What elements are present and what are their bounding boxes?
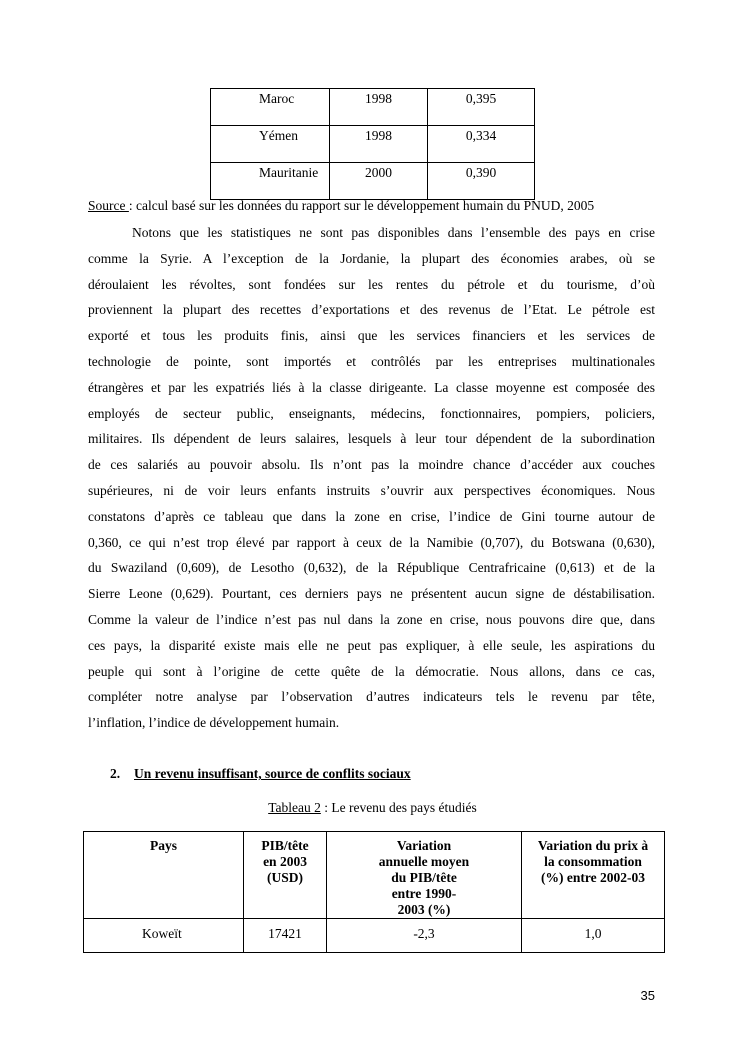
header-pib-line: (USD) [267,870,303,885]
paragraph-line: du Swaziland (0,609), de Lesotho (0,632), de la République Centrafricaine (0,613) et de la [88,560,655,576]
source-label: Source [88,198,129,213]
header-prix-line: la consommation [544,854,642,869]
paragraph-line: déroulaient les révoltes, sont fondées sur les rentes du pétrole et du tourisme, d’où [88,276,655,292]
paragraph-line: étrangères et par les expatriés liés à la classe dirigeante. La classe moyenne est composée des [88,379,655,395]
year-cell: 1998 [330,89,428,126]
prix-cell: 1,0 [522,919,665,953]
header-pib-line: PIB/tête [261,838,309,853]
paragraph-line: ces pays, la disparité existe mais elle ne peut pas expliquer, à elle seule, les aspirations du [88,637,655,653]
source-text: : calcul basé sur les données du rapport sur le développement humain du PNUD, 2005 [128,198,595,213]
paragraph-line: constatons d’après ce tableau que dans la zone en crise, l’indice de Gini tourne autour de [88,508,655,524]
source-note [88,198,594,214]
pib-cell: 17421 [244,919,327,953]
paragraph-line: 0,360, ce qui n’est trop élevé par rapport à ceux de la Namibie (0,707), du Botswana (0,630), [88,534,655,550]
country-cell: Yémen [211,126,330,163]
paragraph-line: militaires. Ils dépendent de leurs salaires, lesquels à leur tour dépendent de la subordination [88,431,655,447]
gini-cell: 0,334 [428,126,535,163]
table-row [211,126,535,163]
header-variation-line: entre 1990- [391,886,457,901]
header-prix [522,832,665,919]
gini-cell: 0,395 [428,89,535,126]
header-pib-line: en 2003 [263,854,307,869]
income-table [83,831,665,953]
section-number: 2. [110,766,121,781]
header-variation-line: du PIB/tête [391,870,457,885]
header-pib [244,832,327,919]
header-prix-line: Variation du prix à [537,838,649,853]
page-number: 35 [640,988,655,1003]
variation-cell: -2,3 [327,919,522,953]
table-row [211,89,535,126]
header-variation-line: 2003 (%) [397,902,451,917]
caption-label: Tableau 2 [268,800,321,815]
country-cell: Mauritanie [211,163,330,200]
gini-cell: 0,390 [428,163,535,200]
header-pays: Pays [84,832,244,919]
paragraph-line: Notons que les statistiques ne sont pas disponibles dans l’ensemble des pays en crise [132,225,655,240]
paragraph-line: exporté et tous les produits finis, ainsi que les services financiers et les services de [88,328,655,344]
section-heading [110,766,411,782]
paragraph-line: comme la Syrie. A l’exception de la Jordanie, la plupart des économies arabes, où se [88,250,655,266]
paragraph-line: peuple qui sont à l’origine de cette quête de la démocratie. Nous allons, dans ce cas, [88,663,655,679]
year-cell: 2000 [330,163,428,200]
body-paragraph [88,220,655,736]
header-prix-line: (%) entre 2002-03 [541,870,645,885]
country-cell: Maroc [211,89,330,126]
paragraph-line: employés de secteur public, enseignants, médecins, fonctionnaires, pompiers, policiers, [88,405,655,421]
paragraph-line: Sierre Leone (0,629). Pourtant, ces derniers pays ne présentent aucun signe de déstabilisation. [88,586,655,602]
paragraph-line: technologie de pointe, sont importés et contrôlés par les entreprises multinationales [88,353,655,369]
paragraph-line: de ces salariés au pouvoir absolu. Ils n’ont pas la moindre chance d’accéder aux couches [88,457,655,473]
table-caption [0,800,745,816]
table-row [84,919,665,953]
year-cell: 1998 [330,126,428,163]
paragraph-line: compléter notre analyse par l’observation d’autres indicateurs tels le revenu par tête, [88,689,655,705]
paragraph-line: l’inflation, l’indice de développement humain. [88,715,340,731]
paragraph-line: Comme la valeur de l’indice n’est pas nul dans la zone en crise, nous pouvons dire que, dans [88,611,655,627]
caption-text: : Le revenu des pays étudiés [320,800,477,815]
section-title: Un revenu insuffisant, source de conflits sociaux [134,766,411,781]
header-variation [327,832,522,919]
table-row [211,163,535,200]
pays-cell: Koweït [84,919,244,953]
header-variation-line: Variation [396,838,452,853]
table-header-row [84,832,665,919]
gini-table [210,88,535,200]
paragraph-line: proviennent la plupart des recettes d’exportations et des revenus de l’Etat. Le pétrole est [88,302,655,318]
paragraph-line: supérieures, ni de voir leurs enfants instruits s’ouvrir aux perspectives économiques. Nous [88,482,655,498]
header-variation-line: annuelle moyen [378,854,470,869]
